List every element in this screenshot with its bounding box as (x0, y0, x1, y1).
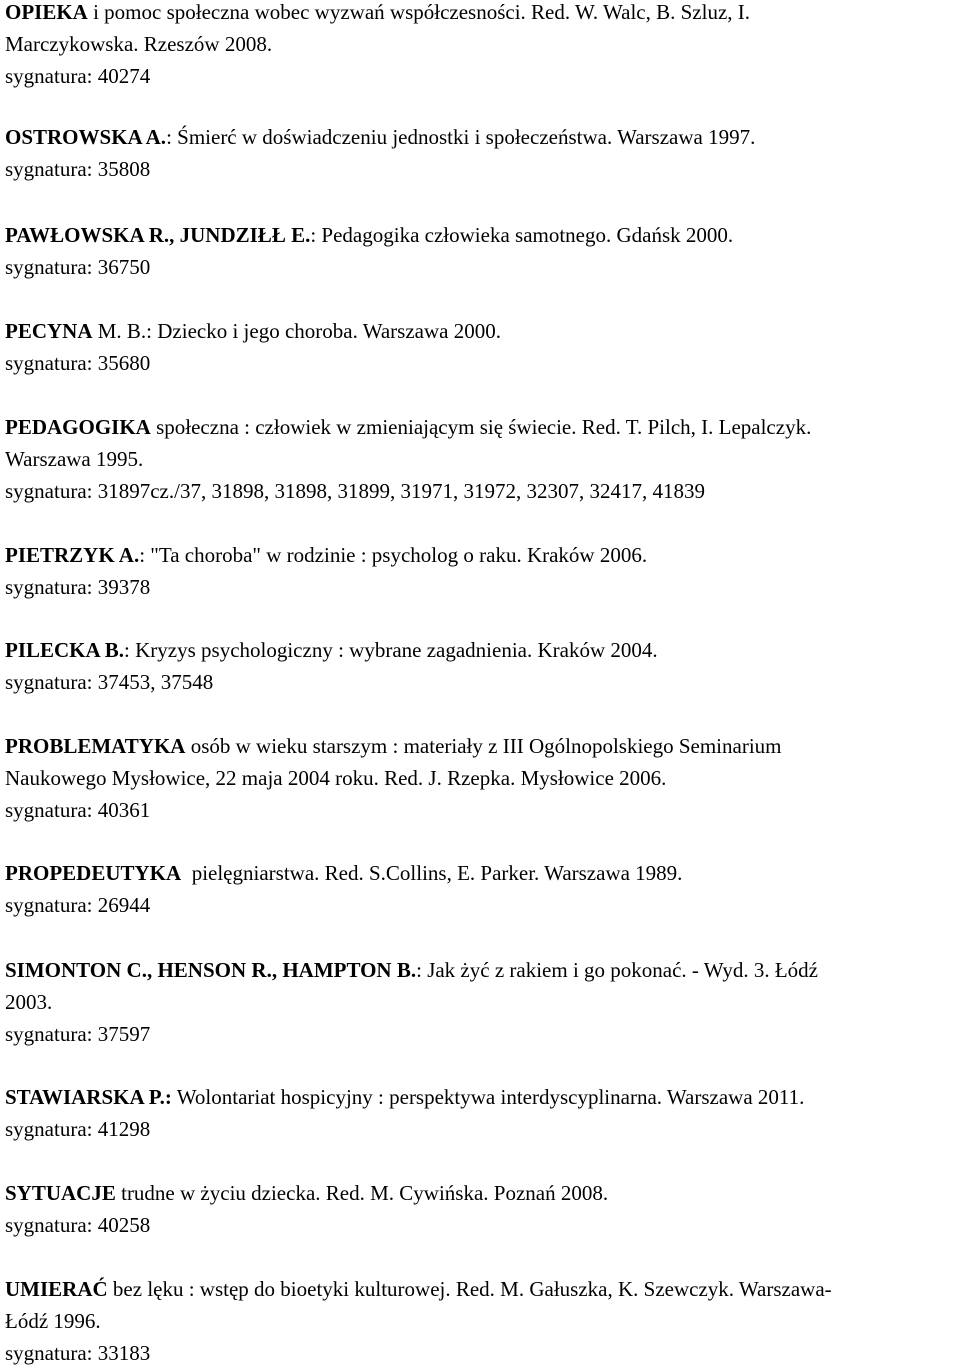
entry-description-line: Warszawa 1995. (5, 447, 144, 471)
call-number: sygnatura: 40274 (5, 64, 151, 88)
bibliography-entry (5, 1177, 942, 1241)
entry-text: M. B.: Dziecko i jego choroba. Warszawa 2000. (92, 319, 501, 343)
call-number: sygnatura: 40258 (5, 1213, 151, 1237)
entry-description-line (5, 121, 942, 153)
entry-description-line (5, 539, 942, 571)
bibliography-entry (5, 411, 942, 507)
entry-text: : Jak żyć z rakiem i go pokonać. - Wyd. 3. Łódź (416, 958, 819, 982)
entry-text: pielęgniarstwa. Red. S.Collins, E. Parker. Warszawa 1989. (181, 861, 683, 885)
entry-heading: PECYNA (5, 319, 93, 343)
call-number: sygnatura: 40361 (5, 798, 151, 822)
entry-text: : Pedagogika człowieka samotnego. Gdańsk 2000. (310, 223, 734, 247)
entry-text: : Śmierć w doświadczeniu jednostki i społeczeństwa. Warszawa 1997. (166, 125, 756, 149)
call-number: sygnatura: 36750 (5, 255, 151, 279)
entry-description-line: Łódź 1996. (5, 1309, 101, 1333)
entry-description-line (5, 1177, 942, 1209)
entry-text: społeczna : człowiek w zmieniającym się świecie. Red. T. Pilch, I. Lepalczyk. (150, 415, 812, 439)
entry-description-line (5, 0, 942, 28)
entry-description-line: Naukowego Mysłowice, 22 maja 2004 roku. Red. J. Rzepka. Mysłowice 2006. (5, 766, 667, 790)
entry-heading: SYTUACJE (5, 1181, 116, 1205)
entry-description-line: Marczykowska. Rzeszów 2008. (5, 32, 273, 56)
bibliography-entry (5, 1081, 942, 1145)
entry-description-line (5, 857, 942, 889)
entry-text: Wolontariat hospicyjny : perspektywa interdyscyplinarna. Warszawa 2011. (171, 1085, 805, 1109)
entry-heading: OPIEKA (5, 0, 88, 24)
call-number: sygnatura: 26944 (5, 893, 151, 917)
bibliography-entry (5, 1273, 942, 1369)
entry-description-line (5, 954, 942, 986)
entry-text: trudne w życiu dziecka. Red. M. Cywińska. Poznań 2008. (115, 1181, 609, 1205)
entry-heading: PAWŁOWSKA R., JUNDZIŁŁ E. (5, 223, 311, 247)
call-number: sygnatura: 35808 (5, 157, 151, 181)
entry-heading: PILECKA B. (5, 638, 125, 662)
entry-description-line (5, 315, 942, 347)
entry-text: i pomoc społeczna wobec wyzwań współczesności. Red. W. Walc, B. Szluz, I. (87, 0, 751, 24)
bibliography-entry (5, 121, 942, 185)
entry-description-line: 2003. (5, 990, 53, 1014)
call-number: sygnatura: 33183 (5, 1341, 151, 1365)
entry-description-line (5, 634, 942, 666)
entry-heading: PROPEDEUTYKA (5, 861, 182, 885)
entry-description-line (5, 219, 942, 251)
entry-heading: PIETRZYK A. (5, 543, 140, 567)
call-number: sygnatura: 37597 (5, 1022, 151, 1046)
call-number: sygnatura: 35680 (5, 351, 151, 375)
call-number: sygnatura: 41298 (5, 1117, 151, 1141)
entry-text: bez lęku : wstęp do bioetyki kulturowej. Red. M. Gałuszka, K. Szewczyk. Warszawa- (107, 1277, 832, 1301)
entry-text: osób w wieku starszym : materiały z III Ogólnopolskiego Seminarium (185, 734, 782, 758)
bibliography-entry (5, 857, 942, 921)
entry-description-line (5, 411, 942, 443)
entry-description-line (5, 1273, 942, 1305)
bibliography-entry (5, 315, 942, 379)
bibliography-entry (5, 219, 942, 283)
bibliography-entry (5, 0, 942, 92)
entry-heading: STAWIARSKA P.: (5, 1085, 172, 1109)
bibliography-entry (5, 954, 942, 1050)
entry-description-line (5, 1081, 942, 1113)
call-number: sygnatura: 37453, 37548 (5, 670, 214, 694)
entry-heading: SIMONTON C., HENSON R., HAMPTON B. (5, 958, 417, 982)
call-number: sygnatura: 39378 (5, 575, 151, 599)
entry-description-line (5, 730, 942, 762)
bibliography-entry (5, 730, 942, 826)
entry-heading: PEDAGOGIKA (5, 415, 151, 439)
entry-text: : Kryzys psychologiczny : wybrane zagadnienia. Kraków 2004. (124, 638, 658, 662)
entry-text: : "Ta choroba" w rodzinie : psycholog o raku. Kraków 2006. (139, 543, 648, 567)
bibliography-entry (5, 634, 942, 698)
call-number: sygnatura: 31897cz./37, 31898, 31898, 31899, 31971, 31972, 32307, 32417, 41839 (5, 479, 705, 503)
entry-heading: OSTROWSKA A. (5, 125, 167, 149)
entry-heading: UMIERAĆ (5, 1277, 108, 1301)
entry-heading: PROBLEMATYKA (5, 734, 186, 758)
bibliography-entry (5, 539, 942, 603)
